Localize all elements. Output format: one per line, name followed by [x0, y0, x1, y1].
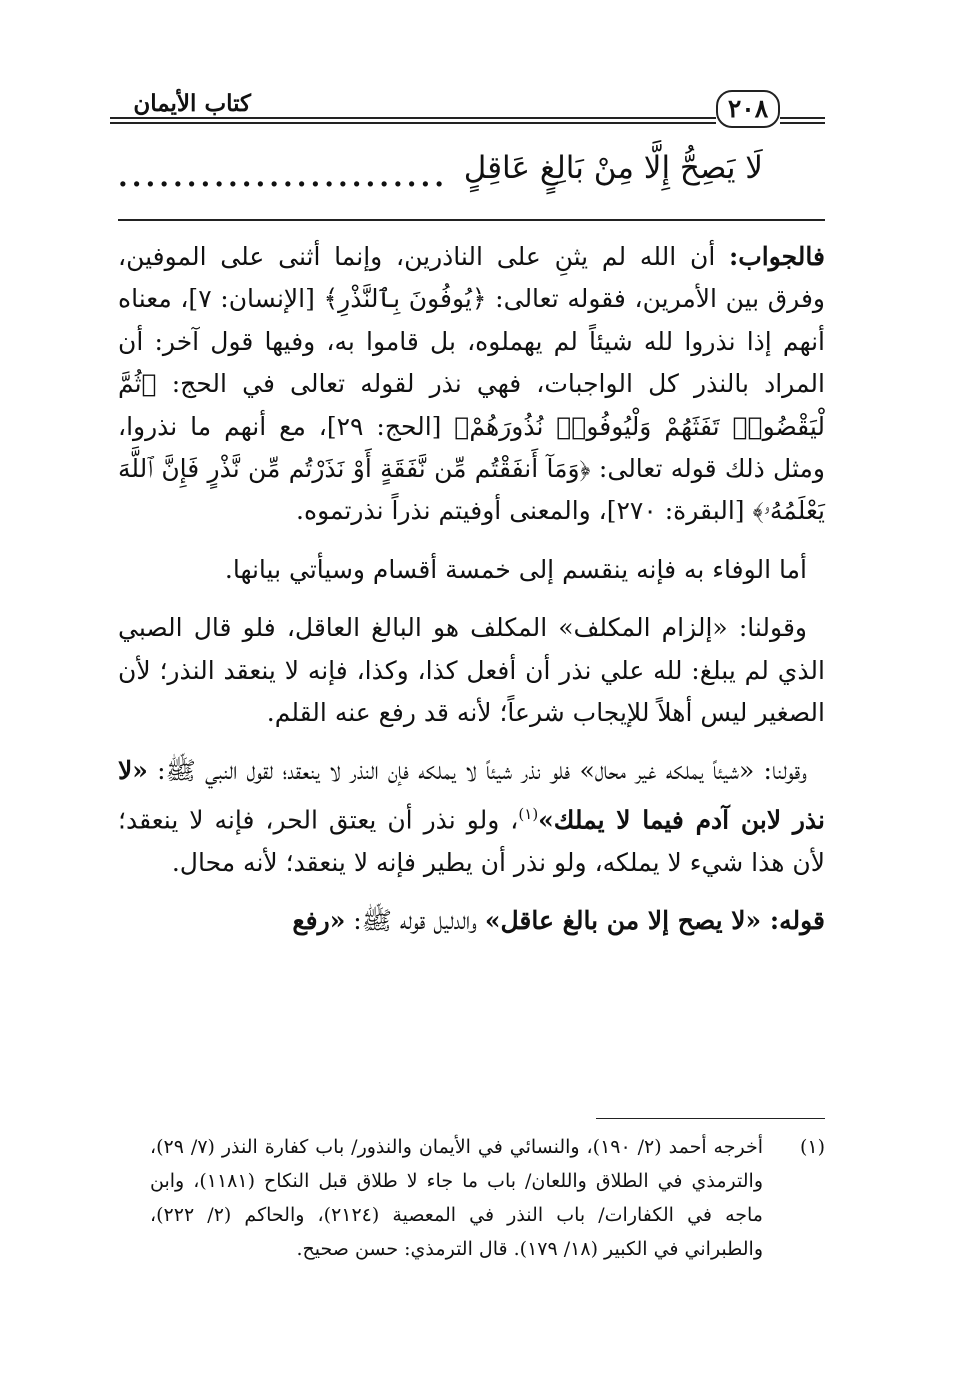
section-title: لَا يَصِحُّ إِلَّا مِنْ بَالِغٍ عَاقِلٍ	[463, 150, 763, 186]
main-text	[118, 236, 825, 958]
answer-lead: فالجواب:	[729, 242, 825, 271]
header-rule-right-top	[780, 117, 825, 119]
header-rule-left-bottom	[110, 122, 716, 124]
header-rule-left-top	[110, 117, 716, 119]
paragraph-mukallaf: وقولنا: «إلزام المكلف» المكلف هو البالغ العاقل، فلو قال الصبي الذي لم يبلغ: لله علي نذر أن أفعل كذا، وكذا، فإنه لا ينعقد النذر؛ لأن الصغير ليس أهلاً للإيجاب شرعاً؛ لأنه قد رفع عنه القلم.	[118, 613, 825, 728]
statement-quote: «لا يصح إلا من بالغ عاقل»	[484, 906, 770, 936]
header-rule-right-bottom	[780, 122, 825, 124]
statement-lead: قوله:	[769, 906, 825, 936]
section-title-rule	[118, 219, 825, 221]
hadith-quote: «لا نذر لابن آدم فيما لا يملك»	[118, 756, 825, 835]
statement-tail: «رفع	[292, 906, 346, 936]
ownership-text-a: وقولنا: «شيئاً يملكه غير محال» فلو نذر شيئاً لا يملكه فإن النذر لا ينعقد؛ لقول النبي ﷺ:	[147, 756, 807, 786]
footnote-text: أخرجه أحمد (٢/ ١٩٠)، والنسائي في الأيمان والنذور/ باب كفارة النذر (٧/ ٢٩)، والترمذي في الطلاق واللعان/ باب ما جاء لا طلاق قبل النكاح (١١٨١)، وابن ماجه في الكفارات/ باب النذر في المعصية (٢١٢٤)، والحاكم (٢/ ٢٢٢)، والطبراني في الكبير (١٨/ ١٧٩). قال الترمذي: حسن صحيح.	[150, 1136, 764, 1260]
running-header-title: كتاب الأيمان	[133, 90, 251, 117]
paragraph-ownership	[118, 750, 825, 884]
section-title-dots: ........................	[118, 160, 448, 193]
footnote-reference[interactable]: (١)	[518, 804, 539, 823]
paragraph-answer	[118, 236, 825, 533]
page-number: ٢٠٨	[716, 90, 780, 128]
paragraph-fulfilment: أما الوفاء به فإنه ينقسم إلى خمسة أقسام وسيأتي بيانها.	[224, 554, 807, 584]
answer-text: أن الله لم يثنِ على الناذرين، وإنما أثنى على الموفين، وفرق بين الأمرين، فقوله تعالى: ﴿يُوفُونَ بِٱلنَّذْرِ﴾ [الإنسان: ٧]، معناه أنهم إذا نذروا لله شيئاً لم يهملوه، بل قاموا به، وفيها قول آخر: أن المراد بالنذر كل الواجبات، فهي نذر لقوله تعالى في الحج: ﴿ثُمَّ لْيَقْضُوا۟ تَفَثَهُمْ وَلْيُوفُوا۟ نُذُورَهُمْ﴾ [الحج: ٢٩]، مع أنهم ما نذروا، ومثل ذلك قوله تعالى: ﴿وَمَآ أَنفَقْتُم مِّن نَّفَقَةٍ أَوْ نَذَرْتُم مِّن نَّذْرٍ فَإِنَّ ٱللَّهَ يَعْلَمُهُۥ﴾ [البقرة: ٢٧٠]، والمعنى أوفيتم نذراً نذرتموه.	[118, 242, 825, 526]
footnote	[150, 1130, 825, 1266]
statement-text: والدليل قوله ﷺ:	[345, 906, 485, 936]
paragraph-statement	[118, 900, 825, 942]
footnote-number: (١)	[799, 1136, 825, 1158]
ownership-text-b: ، ولو نذر أن يعتق الحر، فإنه لا ينعقد؛ لأن هذا شيء لا يملكه، ولو نذر أن يطير فإنه لا ينعقد؛ لأنه محال.	[118, 805, 825, 877]
footnote-rule	[596, 1118, 825, 1119]
